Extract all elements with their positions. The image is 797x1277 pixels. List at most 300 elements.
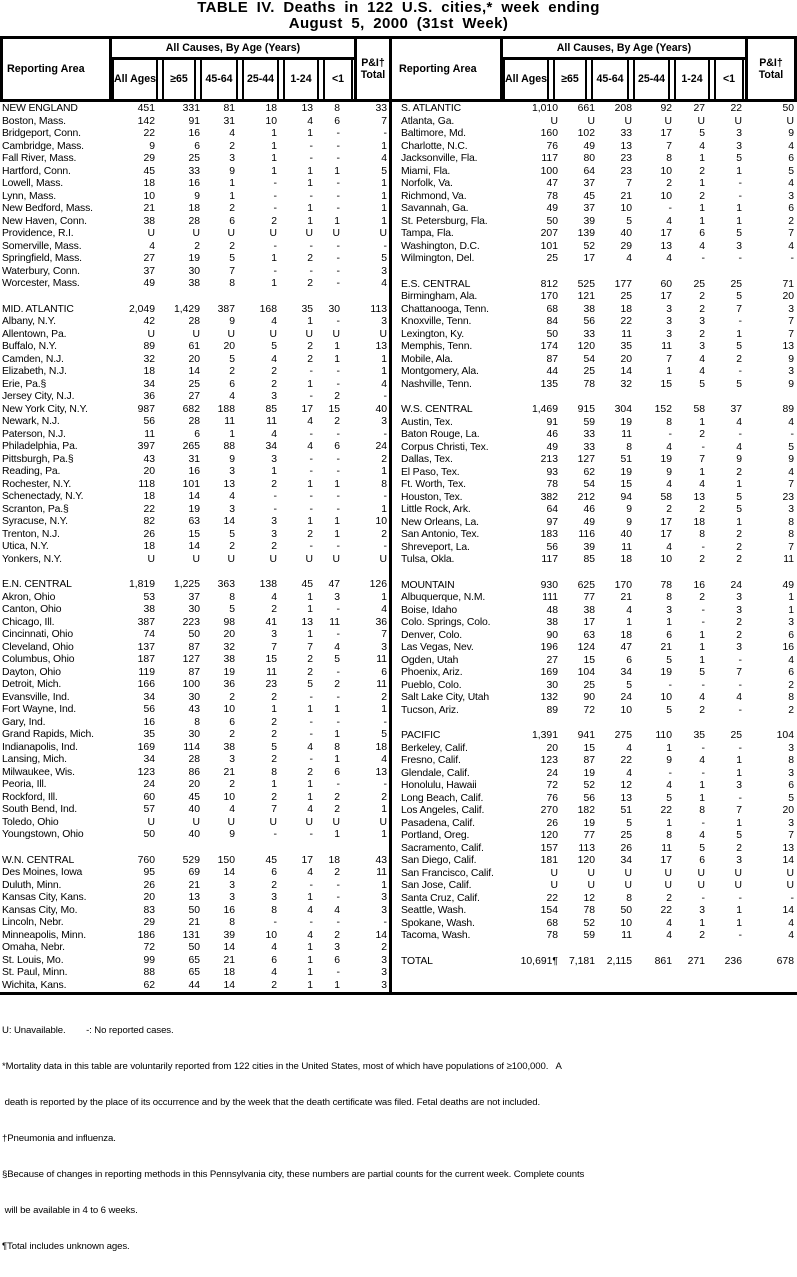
value-cell: 18 — [143, 366, 155, 378]
value-cell: 1 — [229, 190, 235, 202]
value-cell: - — [738, 654, 742, 666]
value-cell: 5 — [736, 504, 742, 516]
reporting-area-header: Reporting Area — [399, 63, 477, 75]
value-cell: 5 — [699, 842, 705, 854]
value-cell: 2 — [229, 366, 235, 378]
reporting-area-cell: Cincinnati, Ohio — [2, 629, 73, 641]
value-cell: 1 — [381, 353, 387, 365]
value-cell: - — [383, 779, 387, 791]
value-cell: U — [664, 867, 672, 879]
value-cell: U — [379, 553, 387, 565]
value-cell: - — [336, 453, 340, 465]
value-cell: 4 — [307, 867, 313, 879]
value-cell: - — [309, 754, 313, 766]
value-cell: 7 — [271, 804, 277, 816]
city-row — [392, 191, 797, 204]
value-cell: 1 — [626, 617, 632, 629]
reporting-area-cell: MOUNTAIN — [401, 579, 455, 591]
value-cell: 1 — [736, 767, 742, 779]
value-cell: 14 — [375, 929, 387, 941]
value-cell: 236 — [724, 955, 742, 967]
value-cell: 14 — [223, 516, 235, 528]
value-cell: 19 — [223, 666, 235, 678]
value-cell: 5 — [381, 253, 387, 265]
value-cell: 1 — [381, 466, 387, 478]
value-cell: 18 — [375, 741, 387, 753]
reporting-area-cell: Wichita, Kans. — [2, 979, 67, 991]
value-cell: 10 — [620, 203, 632, 215]
value-cell: 4 — [307, 115, 313, 127]
value-cell: 38 — [223, 654, 235, 666]
value-cell: 2 — [229, 779, 235, 791]
value-cell: 3 — [666, 604, 672, 616]
city-row — [0, 817, 390, 830]
value-cell: 89 — [546, 704, 558, 716]
city-row — [392, 843, 797, 856]
city-row — [0, 354, 390, 367]
city-row — [0, 191, 390, 204]
value-cell: 91 — [546, 416, 558, 428]
value-cell: 16 — [223, 904, 235, 916]
value-cell: - — [336, 466, 340, 478]
value-cell: 7 — [381, 629, 387, 641]
value-cell: 23 — [620, 153, 632, 165]
value-cell: 63 — [583, 629, 595, 641]
value-cell: 2 — [334, 929, 340, 941]
city-row — [0, 892, 390, 905]
value-cell: U — [305, 228, 313, 240]
value-cell: 11 — [621, 930, 632, 942]
reporting-area-cell: New Orleans, La. — [401, 516, 479, 528]
value-cell: 625 — [577, 579, 595, 591]
value-cell: 2 — [736, 529, 742, 541]
col-header-ge65: ≥65 — [162, 60, 196, 99]
city-row — [392, 880, 797, 893]
reporting-area-cell: TOTAL — [401, 955, 433, 967]
value-cell: 1 — [736, 479, 742, 491]
reporting-area-cell: Akron, Ohio — [2, 591, 56, 603]
value-cell: 3 — [229, 879, 235, 891]
reporting-area-cell: PACIFIC — [401, 730, 441, 742]
reporting-area-cell: Columbus, Ohio — [2, 654, 75, 666]
value-cell: 5 — [229, 604, 235, 616]
reporting-area-cell: Atlanta, Ga. — [401, 115, 455, 127]
value-cell: - — [336, 140, 340, 152]
value-cell: - — [309, 153, 313, 165]
value-cell: 137 — [137, 641, 155, 653]
value-cell: 14 — [223, 942, 235, 954]
value-cell: 34 — [143, 378, 155, 390]
value-cell: 36 — [143, 391, 155, 403]
value-cell: 2,115 — [606, 955, 632, 967]
value-cell: 1 — [736, 917, 742, 929]
value-cell: 2 — [334, 804, 340, 816]
value-cell: 5 — [788, 165, 794, 177]
value-cell: 34 — [620, 855, 632, 867]
value-cell: 4 — [666, 917, 672, 929]
value-cell: 169 — [137, 741, 155, 753]
value-cell: 1 — [381, 879, 387, 891]
value-cell: 3 — [736, 240, 742, 252]
value-cell: 97 — [546, 516, 558, 528]
value-cell: 1 — [699, 153, 705, 165]
value-cell: 38 — [583, 604, 595, 616]
value-cell: 3 — [381, 967, 387, 979]
value-cell: - — [738, 742, 742, 754]
value-cell: 10 — [265, 115, 277, 127]
value-cell: 5 — [626, 679, 632, 691]
value-cell: 1 — [334, 829, 340, 841]
value-cell: 22 — [620, 316, 632, 328]
city-row — [392, 768, 797, 781]
reporting-area-cell: Evansville, Ind. — [2, 691, 70, 703]
reporting-area-cell: Houston, Tex. — [401, 491, 463, 503]
value-cell: 930 — [540, 579, 558, 591]
value-cell: 5 — [381, 165, 387, 177]
value-cell: - — [273, 240, 277, 252]
value-cell: - — [309, 541, 313, 553]
reporting-area-cell: Miami, Fla. — [401, 165, 451, 177]
value-cell: 78 — [583, 905, 595, 917]
all-causes-group-header: All Causes, By Age (Years) — [112, 39, 354, 60]
value-cell: 3 — [381, 641, 387, 653]
value-cell: 2 — [229, 691, 235, 703]
value-cell: - — [738, 930, 742, 942]
value-cell: 7 — [788, 316, 794, 328]
value-cell: 64 — [583, 165, 595, 177]
value-cell: - — [273, 265, 277, 277]
city-row — [0, 166, 390, 179]
reporting-area-cell: Shreveport, La. — [401, 541, 470, 553]
value-cell: 13 — [375, 341, 387, 353]
value-cell: 15 — [583, 742, 595, 754]
reporting-area-cell: Corpus Christi, Tex. — [401, 441, 489, 453]
value-cell: 2 — [229, 240, 235, 252]
value-cell: 4 — [381, 754, 387, 766]
value-cell: 19 — [583, 817, 595, 829]
reporting-area-cell: Honolulu, Hawaii — [401, 780, 477, 792]
value-cell: 4 — [788, 654, 794, 666]
value-cell: 35 — [693, 730, 705, 742]
value-cell: 50 — [188, 629, 200, 641]
value-cell: 37 — [583, 178, 595, 190]
value-cell: 139 — [577, 228, 595, 240]
city-row — [392, 617, 797, 630]
value-cell: 22 — [730, 103, 742, 115]
value-cell: - — [701, 617, 705, 629]
value-cell: 6 — [788, 203, 794, 215]
city-row — [0, 366, 390, 379]
section-total-row — [392, 103, 797, 116]
value-cell: 3 — [381, 265, 387, 277]
value-cell: - — [309, 240, 313, 252]
section-total-row — [0, 579, 390, 592]
value-cell: 8 — [194, 716, 200, 728]
value-cell: 6 — [229, 378, 235, 390]
table-header-right — [392, 39, 797, 99]
value-cell: - — [309, 391, 313, 403]
value-cell: 38 — [143, 604, 155, 616]
value-cell: - — [336, 190, 340, 202]
value-cell: 1 — [307, 979, 313, 991]
value-cell: 3 — [271, 391, 277, 403]
value-cell: 27 — [693, 103, 705, 115]
reporting-area-cell: San Diego, Calif. — [401, 855, 477, 867]
value-cell: 14 — [782, 855, 794, 867]
reporting-area-cell: Elizabeth, N.J. — [2, 366, 67, 378]
value-cell: 8 — [788, 529, 794, 541]
value-cell: 18 — [223, 967, 235, 979]
value-cell: 1 — [666, 817, 672, 829]
reporting-area-cell: South Bend, Ind. — [2, 804, 78, 816]
value-cell: 25 — [583, 366, 595, 378]
value-cell: 25 — [730, 730, 742, 742]
city-row — [0, 792, 390, 805]
value-cell: 682 — [182, 403, 200, 415]
city-row — [392, 253, 797, 266]
value-cell: 64 — [546, 504, 558, 516]
value-cell: - — [383, 428, 387, 440]
city-row — [0, 441, 390, 454]
value-cell: 20 — [782, 805, 794, 817]
value-cell: 1 — [381, 140, 387, 152]
city-row — [392, 354, 797, 367]
value-cell: 2 — [334, 867, 340, 879]
value-cell: 196 — [540, 642, 558, 654]
value-cell: U — [550, 880, 558, 892]
value-cell: U — [697, 867, 705, 879]
value-cell: 397 — [137, 441, 155, 453]
header-border — [0, 39, 3, 99]
reporting-area-cell: San Antonio, Tex. — [401, 529, 480, 541]
city-row — [392, 855, 797, 868]
city-row — [392, 868, 797, 881]
value-cell: 10 — [620, 917, 632, 929]
value-cell: 10 — [660, 554, 672, 566]
value-cell: 3 — [788, 366, 794, 378]
value-cell: - — [273, 203, 277, 215]
value-cell: 4 — [334, 641, 340, 653]
value-cell: U — [786, 880, 794, 892]
value-cell: 1 — [334, 353, 340, 365]
reporting-area-cell: Charlotte, N.C. — [401, 140, 468, 152]
value-cell: 25 — [546, 253, 558, 265]
value-cell: 50 — [546, 215, 558, 227]
value-cell: 2 — [271, 541, 277, 553]
value-cell: 1 — [271, 165, 277, 177]
value-cell: 4 — [666, 215, 672, 227]
value-cell: - — [790, 253, 794, 265]
value-cell: 13 — [375, 766, 387, 778]
value-cell: - — [383, 491, 387, 503]
footnote-paragraph: ¶Total includes unknown ages. — [2, 1241, 130, 1252]
value-cell: 1 — [334, 516, 340, 528]
city-row — [0, 592, 390, 605]
reporting-area-cell: Schenectady, N.Y. — [2, 491, 84, 503]
value-cell: 8 — [626, 441, 632, 453]
reporting-area-cell: Milwaukee, Wis. — [2, 766, 75, 778]
value-cell: 8 — [788, 692, 794, 704]
reporting-area-cell: Tucson, Ariz. — [401, 704, 459, 716]
reporting-area-cell: New Bedford, Mass. — [2, 203, 93, 215]
city-row — [392, 316, 797, 329]
reporting-area-cell: Buffalo, N.Y. — [2, 341, 57, 353]
city-row — [392, 492, 797, 505]
footnote-section-cont: will be available in 4 to 6 weeks. — [2, 1205, 138, 1216]
value-cell: 2 — [788, 679, 794, 691]
value-cell: 154 — [540, 905, 558, 917]
value-cell: 60 — [660, 278, 672, 290]
value-cell: 941 — [577, 730, 595, 742]
reporting-area-cell: Allentown, Pa. — [2, 328, 67, 340]
value-cell: 2 — [271, 791, 277, 803]
reporting-area-cell: Sacramento, Calif. — [401, 842, 484, 854]
value-cell: - — [701, 767, 705, 779]
value-cell: 50 — [782, 103, 794, 115]
value-cell: - — [336, 779, 340, 791]
value-cell: 5 — [699, 128, 705, 140]
value-cell: 20 — [188, 353, 200, 365]
value-cell: 87 — [188, 666, 200, 678]
city-row — [0, 203, 390, 216]
value-cell: 2 — [788, 215, 794, 227]
value-cell: 2 — [666, 504, 672, 516]
city-row — [392, 592, 797, 605]
city-row — [392, 755, 797, 768]
value-cell: 71 — [782, 278, 794, 290]
value-cell: - — [383, 391, 387, 403]
value-cell: 9 — [666, 755, 672, 767]
value-cell: 4 — [271, 353, 277, 365]
reporting-area-cell: Wilmington, Del. — [401, 253, 475, 265]
city-row — [0, 804, 390, 817]
city-row — [0, 967, 390, 980]
value-cell: 1 — [307, 178, 313, 190]
value-cell: 87 — [546, 353, 558, 365]
value-cell: U — [550, 867, 558, 879]
value-cell: 116 — [578, 529, 595, 541]
city-row — [0, 228, 390, 241]
value-cell: 4 — [149, 240, 155, 252]
reporting-area-cell: Knoxville, Tenn. — [401, 316, 472, 328]
value-cell: 9 — [626, 516, 632, 528]
value-cell: 1 — [334, 528, 340, 540]
value-cell: 56 — [143, 704, 155, 716]
city-row — [392, 203, 797, 216]
value-cell: 4 — [307, 929, 313, 941]
value-cell: 3 — [229, 892, 235, 904]
value-cell: 13 — [188, 892, 200, 904]
value-cell: 48 — [546, 604, 558, 616]
value-cell: - — [336, 604, 340, 616]
value-cell: 49 — [143, 278, 155, 290]
value-cell: 123 — [540, 755, 558, 767]
value-cell: - — [309, 190, 313, 202]
value-cell: 5 — [736, 491, 742, 503]
value-cell: 1 — [381, 829, 387, 841]
city-row — [0, 379, 390, 392]
reporting-area-cell: Lexington, Ky. — [401, 328, 464, 340]
value-cell: 2 — [699, 930, 705, 942]
value-cell: 2 — [271, 729, 277, 741]
value-cell: 40 — [620, 529, 632, 541]
value-cell: 4 — [307, 416, 313, 428]
value-cell: 9 — [229, 453, 235, 465]
reporting-area-cell: Phoenix, Ariz. — [401, 667, 463, 679]
value-cell: 1 — [307, 378, 313, 390]
value-cell: 27 — [188, 391, 200, 403]
reporting-area-cell: El Paso, Tex. — [401, 466, 460, 478]
value-cell: 63 — [188, 516, 200, 528]
value-cell: 3 — [736, 780, 742, 792]
value-cell: 3 — [736, 128, 742, 140]
value-cell: 1 — [307, 165, 313, 177]
col-header-1-24: 1-24 — [674, 60, 710, 99]
value-cell: 9 — [788, 454, 794, 466]
title-line-1: TABLE IV. Deaths in 122 U.S. cities,* week ending — [197, 0, 600, 16]
value-cell: 87 — [188, 641, 200, 653]
value-cell: 5 — [666, 704, 672, 716]
value-cell: 16 — [188, 128, 200, 140]
value-cell: 1 — [381, 190, 387, 202]
reporting-area-cell: Rockford, Ill. — [2, 791, 58, 803]
value-cell: 10 — [143, 190, 155, 202]
value-cell: 177 — [614, 278, 632, 290]
reporting-area-cell: Las Vegas, Nev. — [401, 642, 474, 654]
value-cell: 5 — [229, 253, 235, 265]
city-row — [0, 541, 390, 554]
all-causes-group-header: All Causes, By Age (Years) — [503, 39, 745, 60]
value-cell: 2 — [699, 165, 705, 177]
value-cell: 2 — [307, 654, 313, 666]
value-cell: 3 — [334, 942, 340, 954]
value-cell: 21 — [188, 879, 200, 891]
value-cell: 11 — [376, 654, 387, 666]
value-cell: - — [336, 629, 340, 641]
value-cell: 2 — [307, 341, 313, 353]
pi-total-label: Total — [758, 69, 784, 81]
value-cell: 6 — [699, 228, 705, 240]
value-cell: 57 — [143, 804, 155, 816]
value-cell: - — [309, 491, 313, 503]
value-cell: 14 — [188, 491, 200, 503]
value-cell: 11 — [266, 666, 277, 678]
section-total-row — [392, 956, 797, 969]
value-cell: 1 — [307, 128, 313, 140]
value-cell: 6 — [334, 766, 340, 778]
reporting-area-cell: Worcester, Mass. — [2, 278, 80, 290]
value-cell: 47 — [620, 642, 632, 654]
value-cell: 3 — [736, 140, 742, 152]
reporting-area-cell: Baton Rouge, La. — [401, 429, 480, 441]
value-cell: U — [269, 328, 277, 340]
value-cell: 12 — [620, 780, 632, 792]
value-cell: U — [192, 553, 200, 565]
city-row — [0, 867, 390, 880]
city-row — [392, 780, 797, 793]
value-cell: 170 — [540, 291, 558, 303]
city-row — [392, 805, 797, 818]
value-cell: U — [147, 228, 155, 240]
value-cell: 19 — [188, 253, 200, 265]
value-cell: 4 — [788, 178, 794, 190]
value-cell: 5 — [666, 792, 672, 804]
city-row — [0, 253, 390, 266]
value-cell: - — [309, 691, 313, 703]
value-cell: 9 — [229, 165, 235, 177]
reporting-area-cell: Lincoln, Nebr. — [2, 917, 64, 929]
value-cell: 2 — [229, 203, 235, 215]
